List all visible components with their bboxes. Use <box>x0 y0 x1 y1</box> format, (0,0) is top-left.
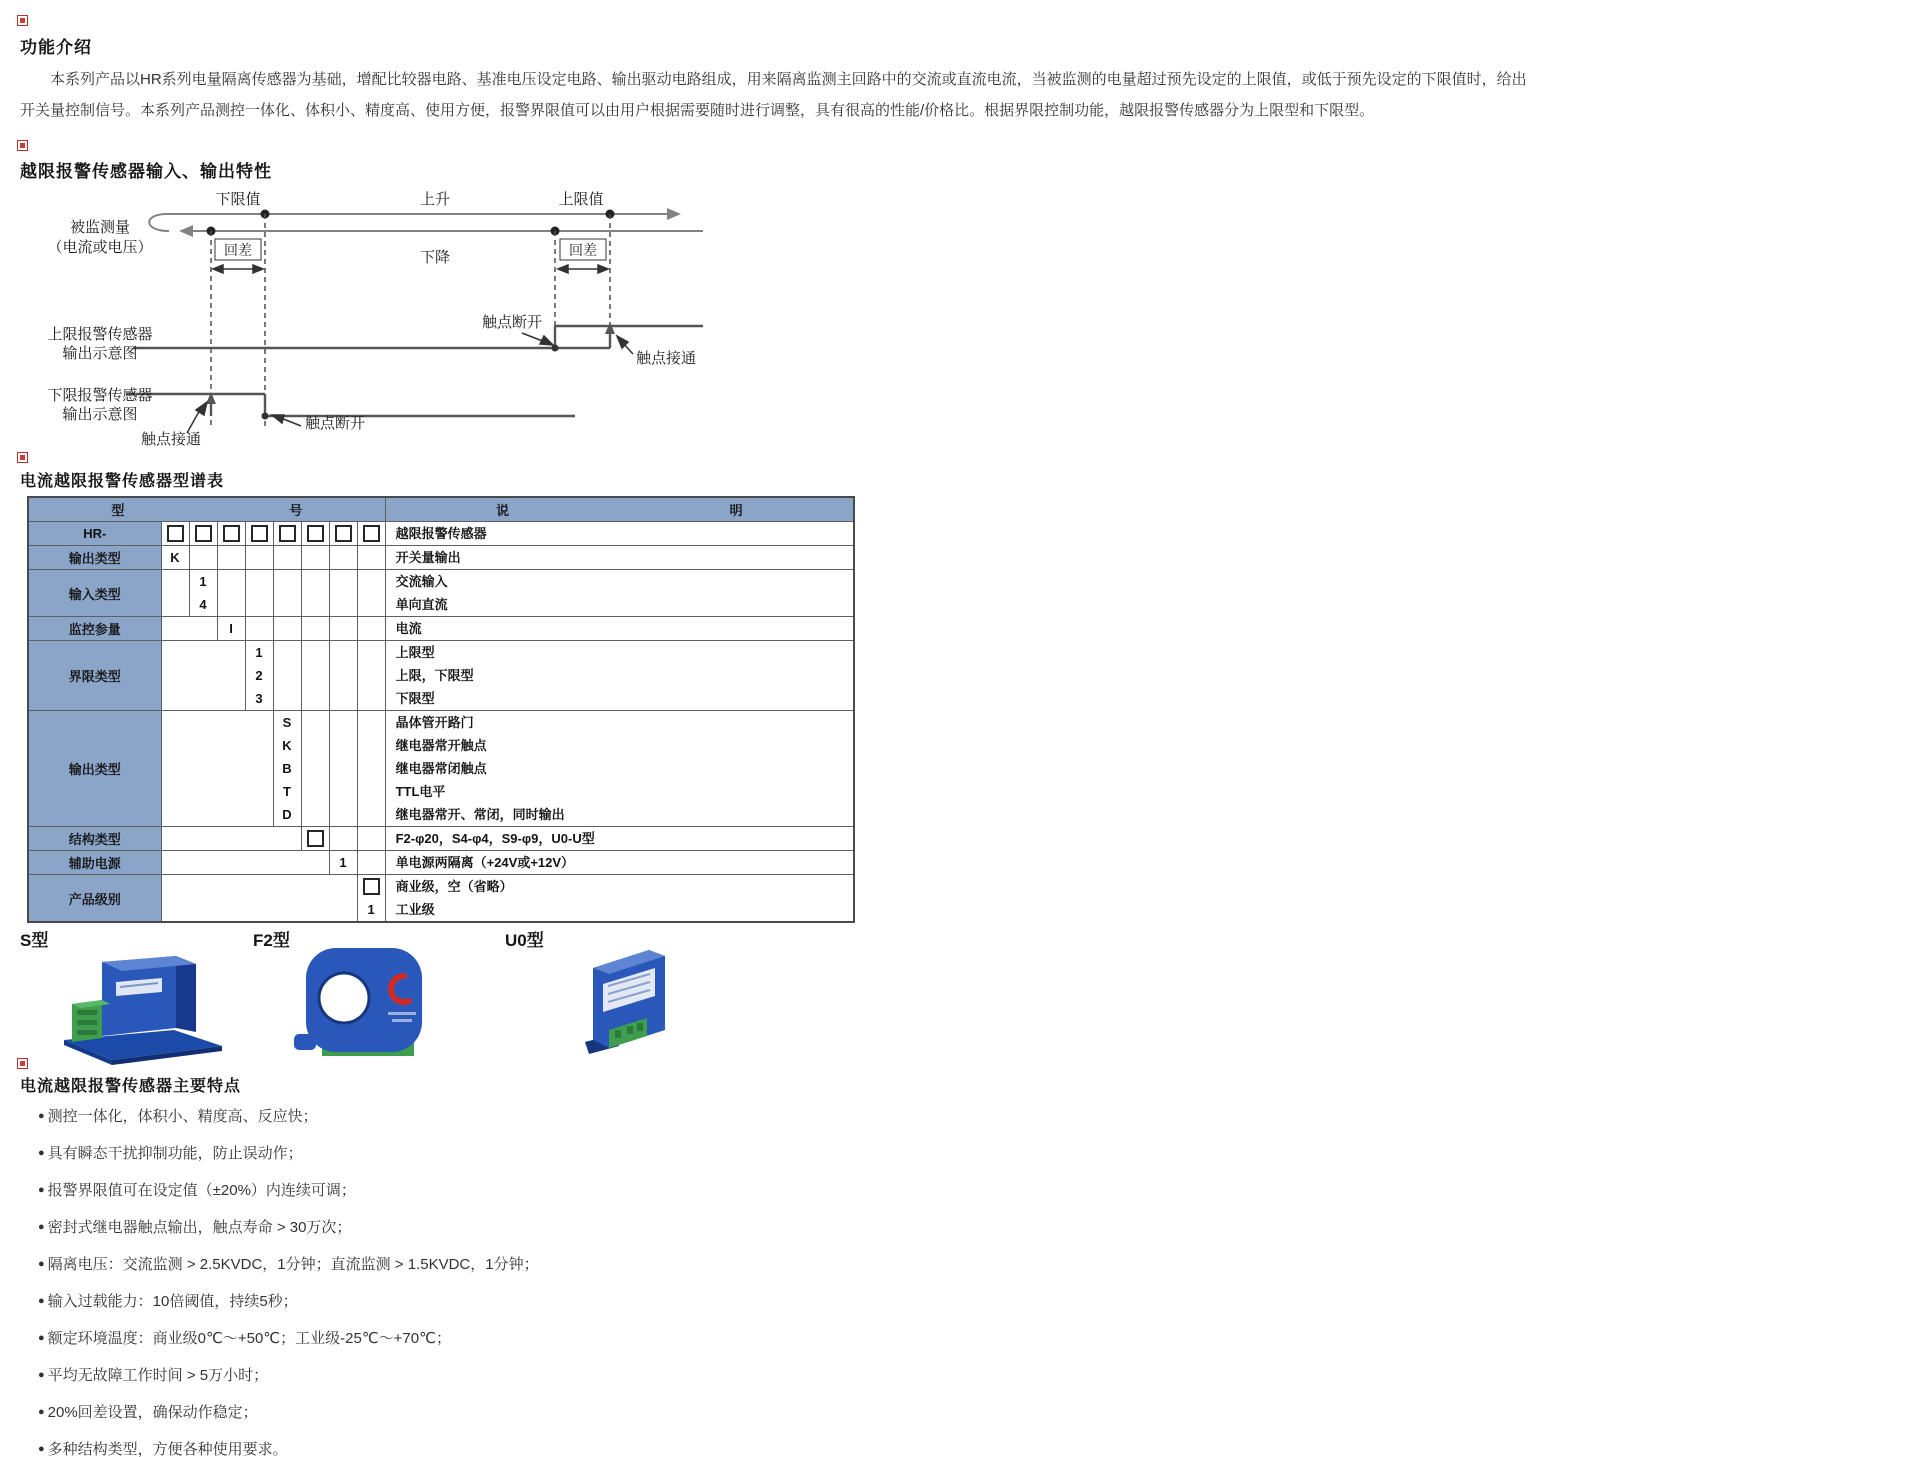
table-title: 电流越限报警传感器型谱表 <box>20 473 225 490</box>
code-value: I <box>229 621 233 636</box>
empty-cell <box>357 617 385 641</box>
code-value: 2 <box>255 668 263 683</box>
description-cell <box>385 875 854 923</box>
corner-dot <box>262 413 269 420</box>
threshold-dashed-lines <box>211 214 610 426</box>
upper-sensor-output-label: 输出示意图 <box>62 345 138 362</box>
feature-text: 具有瞬态干扰抑制功能，防止误动作； <box>47 1145 303 1162</box>
code-value: 1 <box>255 645 263 660</box>
table-row <box>28 522 854 546</box>
empty-cell <box>301 641 329 711</box>
row-label: 输出类型 <box>28 711 161 827</box>
code-value: 3 <box>255 691 263 706</box>
product-label-s: S型 <box>20 931 49 950</box>
code-cell <box>161 546 189 570</box>
measured-value-lines <box>149 214 703 231</box>
feature-item <box>38 1319 539 1356</box>
code-cell <box>189 570 217 617</box>
checkbox-cell <box>273 522 301 546</box>
checkbox-cell <box>357 522 385 546</box>
feature-item <box>38 1393 539 1430</box>
description-cell <box>385 827 854 851</box>
io-characteristics-diagram <box>15 186 715 456</box>
model-table-body <box>28 522 854 923</box>
code-value: D <box>282 807 292 822</box>
code-cell <box>329 851 357 875</box>
contact-open-label: 触点断开 <box>481 314 542 331</box>
empty-cell <box>329 617 357 641</box>
empty-cell <box>329 641 357 711</box>
lower-limit-label: 下限值 <box>215 191 261 208</box>
empty-cell <box>301 617 329 641</box>
code-cell <box>245 641 273 711</box>
checkbox-icon <box>223 525 240 542</box>
bullet-icon: ● <box>38 1405 45 1418</box>
falling-label: 下降 <box>419 249 451 266</box>
checkbox-icon <box>279 525 296 542</box>
feature-text: 额定环境温度：商业级0℃～+50℃；工业级-25℃～+70℃； <box>47 1330 451 1347</box>
table-row <box>28 546 854 570</box>
lower-sensor-waveform <box>127 394 575 416</box>
feature-item <box>38 1430 539 1457</box>
code-cell <box>273 711 301 827</box>
upper-sensor-output-label: 上限报警传感器 <box>47 326 153 343</box>
row-label: 输出类型 <box>28 546 161 570</box>
description-line: 继电器常开、常闭，同时输出 <box>395 807 565 822</box>
checkbox-cell <box>329 522 357 546</box>
contact-close-label: 触点接通 <box>636 350 697 367</box>
empty-cell <box>329 827 357 851</box>
header-label: 号 <box>289 503 303 518</box>
feature-text: 输入过载能力：10倍阈值，持续5秒； <box>47 1293 298 1310</box>
code-value: T <box>283 784 291 799</box>
description-line: 继电器常闭触点 <box>395 761 487 776</box>
empty-cell <box>273 570 301 617</box>
description-line: 上限，下限型 <box>395 668 474 683</box>
code-value: B <box>282 761 292 776</box>
bullet-icon: ● <box>38 1331 45 1344</box>
table-row <box>28 851 854 875</box>
paragraph-marker-icon <box>17 15 28 26</box>
checkbox-icon <box>307 830 324 847</box>
code-value: 1 <box>367 902 375 917</box>
checkbox-icon <box>307 525 324 542</box>
table-row <box>28 875 854 923</box>
table-row <box>28 711 854 827</box>
checkbox-icon <box>167 525 184 542</box>
model-number-header <box>28 497 385 522</box>
checkbox-icon <box>363 525 380 542</box>
empty-cell <box>161 617 217 641</box>
table-row <box>28 570 854 617</box>
code-value: K <box>170 550 180 565</box>
empty-cell <box>245 570 273 617</box>
description-line: 商业级，空（省略） <box>395 879 513 894</box>
empty-cell <box>357 546 385 570</box>
empty-cell <box>357 570 385 617</box>
upper-limit-label: 上限值 <box>558 191 604 208</box>
bullet-icon: ● <box>38 1294 45 1307</box>
bullet-icon: ● <box>38 1183 45 1196</box>
checkbox-icon <box>335 525 352 542</box>
intro-heading: 功能介绍 <box>20 38 92 57</box>
product-image-u0 <box>575 938 700 1062</box>
empty-cell <box>273 617 301 641</box>
product-label-f2: F2型 <box>253 931 290 950</box>
paragraph-marker-icon <box>17 452 28 463</box>
measured-quantity-label: 被监测量 <box>69 219 131 236</box>
paragraph-marker-icon <box>17 1058 28 1069</box>
arrow-right-icon <box>667 208 681 220</box>
product-label-u0: U0型 <box>505 931 544 950</box>
empty-cell <box>217 546 245 570</box>
row-label: 界限类型 <box>28 641 161 711</box>
bullet-icon: ● <box>38 1368 45 1381</box>
measured-quantity-label: （电流或电压） <box>47 239 153 256</box>
code-value <box>302 827 329 850</box>
hysteresis-label: 回差 <box>224 242 252 258</box>
intro-paragraph: 本系列产品以HR系列电量隔离传感器为基础，增配比较器电路、基准电压设定电路、输出驱动电路组成，用来隔离监测主回路中的交流或直流电流，当被监测的电量超过预先设定的上限值，或低于预先设定的下限值时，给出开关量控制信号。本系列产品测控一体化、体积小、精度高、使用方便，报警界限值可以由用户根据需要随时进行调整，具有很高的性能/价格比。根据界限控制功能，越限报警传感器分为上限型和下限型。 <box>20 71 1527 119</box>
checkbox-cell <box>301 522 329 546</box>
product-image-f2 <box>292 942 442 1064</box>
empty-cell <box>217 570 245 617</box>
empty-cell <box>357 641 385 711</box>
feature-text: 密封式继电器触点输出，触点寿命 > 30万次； <box>47 1219 352 1236</box>
checkbox-icon <box>195 525 212 542</box>
checkbox-cell <box>245 522 273 546</box>
header-label: 说 <box>495 503 509 518</box>
lower-sensor-output-label: 输出示意图 <box>62 406 138 423</box>
table-row <box>28 641 854 711</box>
table-header-row <box>28 497 854 522</box>
empty-cell <box>273 546 301 570</box>
feature-text: 平均无故障工作时间 > 5万小时； <box>47 1367 269 1384</box>
description-cell <box>385 617 854 641</box>
bullet-icon: ● <box>38 1146 45 1159</box>
empty-cell <box>245 617 273 641</box>
description-cell <box>385 711 854 827</box>
model-spectrum-table <box>27 496 855 923</box>
description-line: 越限报警传感器 <box>395 526 487 541</box>
table-row <box>28 827 854 851</box>
feature-text: 20%回差设置，确保动作稳定； <box>47 1404 258 1421</box>
lower-sensor-output-label: 下限报警传感器 <box>47 387 153 404</box>
code-cell <box>301 827 329 851</box>
description-cell <box>385 851 854 875</box>
rising-label: 上升 <box>419 191 451 208</box>
empty-cell <box>189 546 217 570</box>
code-value: 1 <box>339 855 347 870</box>
io-heading: 越限报警传感器输入、输出特性 <box>20 162 272 181</box>
code-cell <box>357 875 385 923</box>
row-label: 产品级别 <box>28 875 161 923</box>
empty-cell <box>329 546 357 570</box>
description-cell <box>385 546 854 570</box>
description-line: TTL电平 <box>395 784 446 799</box>
empty-cell <box>245 546 273 570</box>
feature-text: 报警界限值可在设定值（±20%）内连续可调； <box>47 1182 356 1199</box>
code-value: K <box>282 738 292 753</box>
description-line: 单电源两隔离（+24V或+12V） <box>395 855 575 870</box>
checkbox-icon <box>363 878 380 895</box>
empty-cell <box>357 827 385 851</box>
empty-cell <box>161 851 329 875</box>
row-label: 监控参量 <box>28 617 161 641</box>
description-line: F2-φ20，S4-φ4，S9-φ9，U0-U型 <box>395 831 595 846</box>
hysteresis-label: 回差 <box>569 242 597 258</box>
checkbox-cell <box>217 522 245 546</box>
code-value: 1 <box>199 574 207 589</box>
feature-item <box>38 1134 539 1171</box>
description-line: 单向直流 <box>395 597 448 612</box>
checkbox-cell <box>161 522 189 546</box>
features-heading: 电流越限报警传感器主要特点 <box>20 1078 242 1095</box>
row-label: HR- <box>28 522 161 546</box>
feature-item <box>38 1208 539 1245</box>
description-line: 下限型 <box>395 691 435 706</box>
empty-cell <box>329 570 357 617</box>
empty-cell <box>301 711 329 827</box>
checkbox-cell <box>189 522 217 546</box>
code-value: S <box>282 715 292 730</box>
feature-text: 测控一体化，体积小、精度高、反应快； <box>47 1108 318 1125</box>
description-line: 晶体管开路门 <box>395 715 474 730</box>
row-label: 输入类型 <box>28 570 161 617</box>
empty-cell <box>161 570 189 617</box>
empty-cell <box>301 546 329 570</box>
description-cell <box>385 522 854 546</box>
checkbox-icon <box>251 525 268 542</box>
feature-item <box>38 1097 539 1134</box>
code-value <box>358 875 385 898</box>
empty-cell <box>161 711 273 827</box>
description-cell <box>385 570 854 617</box>
row-label: 辅助电源 <box>28 851 161 875</box>
header-label: 明 <box>729 503 743 518</box>
description-line: 电流 <box>395 621 422 636</box>
empty-cell <box>357 711 385 827</box>
arrow-left-icon <box>179 225 193 237</box>
description-line: 交流输入 <box>395 574 448 589</box>
features-list <box>20 1097 539 1457</box>
table-row <box>28 617 854 641</box>
contact-open-label: 触点断开 <box>305 415 366 432</box>
empty-cell <box>301 570 329 617</box>
description-line: 工业级 <box>395 902 435 917</box>
bullet-icon: ● <box>38 1257 45 1270</box>
row-label: 结构类型 <box>28 827 161 851</box>
bullet-icon: ● <box>38 1220 45 1233</box>
empty-cell <box>161 641 245 711</box>
hysteresis-arrows <box>213 265 608 273</box>
empty-cell <box>357 851 385 875</box>
feature-item <box>38 1171 539 1208</box>
header-label: 型 <box>111 503 125 518</box>
product-image-s <box>58 946 228 1066</box>
code-value: 4 <box>199 597 207 612</box>
feature-item <box>38 1282 539 1319</box>
paragraph-marker-icon <box>17 140 28 151</box>
feature-text: 隔离电压：交流监测 > 2.5KVDC，1分钟；直流监测 > 1.5KVDC，1分钟； <box>47 1256 539 1273</box>
code-cell <box>217 617 245 641</box>
empty-cell <box>161 875 357 923</box>
rise-arrow-icon <box>605 322 615 334</box>
bullet-icon: ● <box>38 1442 45 1455</box>
empty-cell <box>161 827 301 851</box>
description-line: 继电器常开触点 <box>395 738 487 753</box>
bullet-icon: ● <box>38 1109 45 1122</box>
description-header <box>385 497 854 522</box>
description-line: 开关量输出 <box>395 550 461 565</box>
empty-cell <box>273 641 301 711</box>
feature-item <box>38 1245 539 1282</box>
empty-cell <box>329 711 357 827</box>
description-line: 上限型 <box>395 645 435 660</box>
contact-close-label: 触点接通 <box>140 431 201 448</box>
description-cell <box>385 641 854 711</box>
feature-text: 多种结构类型，方便各种使用要求。 <box>47 1441 288 1457</box>
feature-item <box>38 1356 539 1393</box>
